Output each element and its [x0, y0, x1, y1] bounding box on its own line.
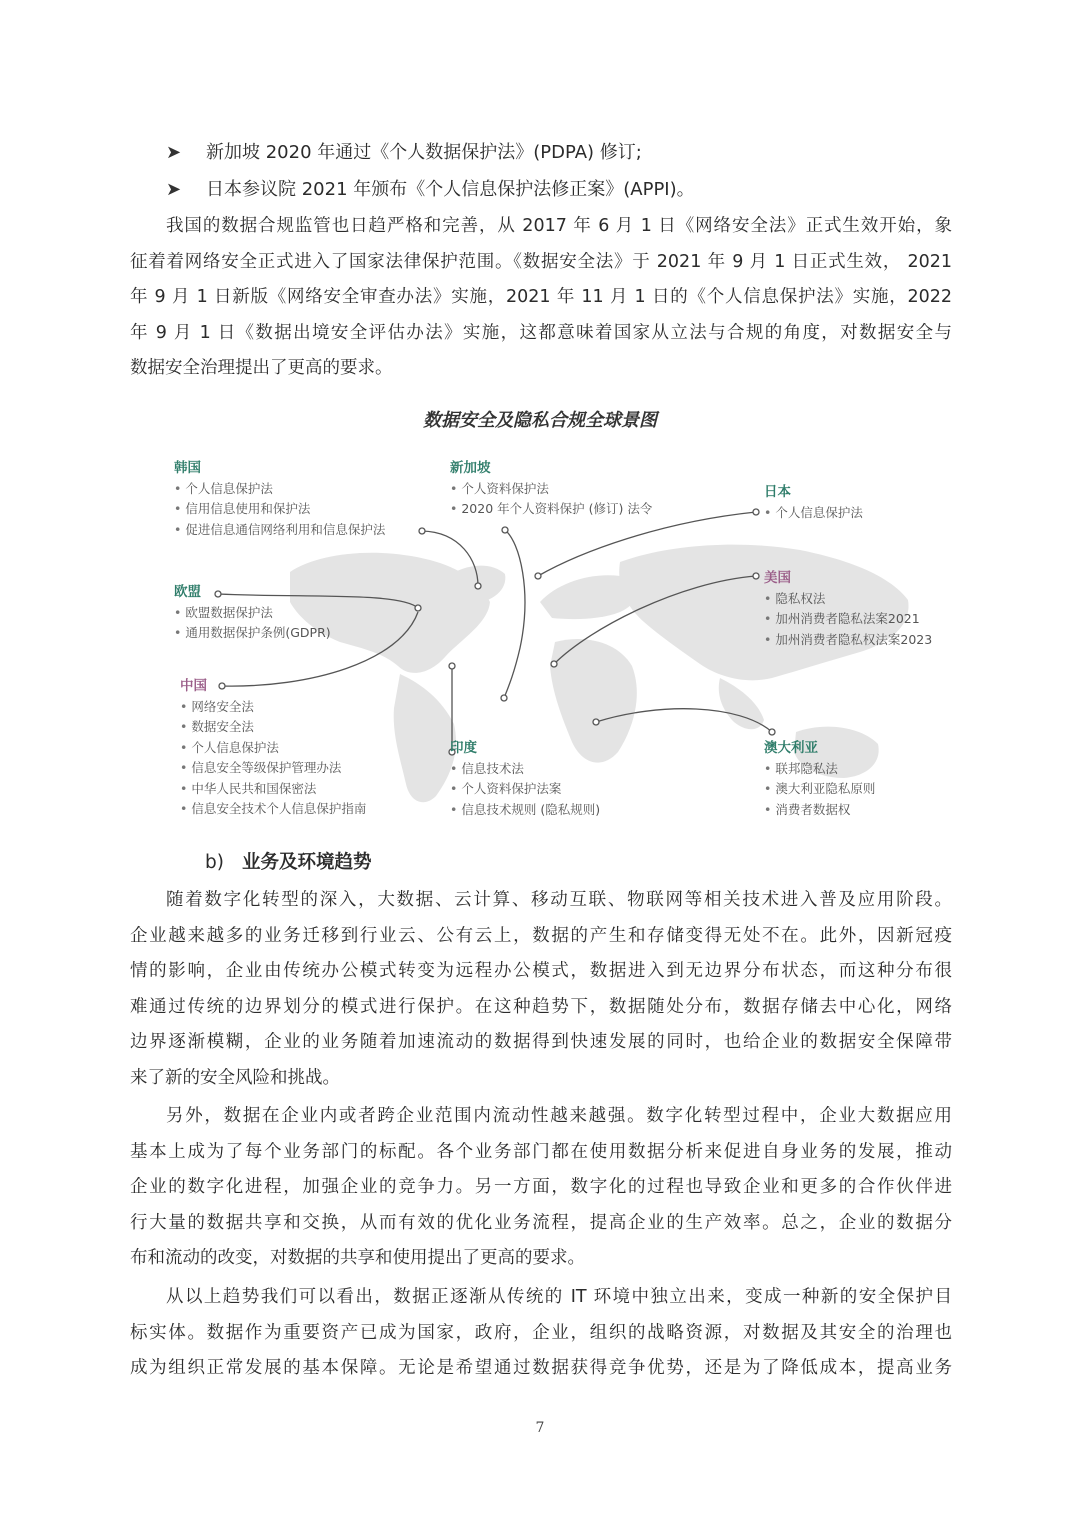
bullet-item: ➤ 日本参议院 2021 年颁布《个人信息保护法修正案》(APPI)。	[166, 179, 695, 200]
law-item: • 信用信息使用和保护法	[174, 499, 385, 520]
region-eu	[174, 582, 331, 644]
law-item: • 个人资料保护法案	[450, 779, 600, 800]
law-item: • 2020 年个人资料保护 (修订) 法令	[450, 499, 652, 520]
law-item: • 个人信息保护法	[180, 738, 366, 759]
law-item: • 数据安全法	[180, 717, 366, 738]
region-india	[450, 738, 600, 820]
law-item: • 信息技术法	[450, 759, 600, 780]
region-name: 日本	[764, 484, 791, 500]
law-item: • 隐私权法	[764, 589, 932, 610]
law-item: • 个人信息保护法	[174, 479, 385, 500]
bullet-item: ➤ 新加坡 2020 年通过《个人数据保护法》(PDPA) 修订;	[166, 142, 642, 163]
law-item: • 加州消费者隐私权法案2023	[764, 630, 932, 651]
region-usa	[764, 568, 932, 650]
law-item: • 加州消费者隐私法案2021	[764, 609, 932, 630]
law-item: • 欧盟数据保护法	[174, 603, 331, 624]
region-japan	[764, 482, 863, 523]
paragraph-conclusion: 从以上趋势我们可以看出，数据正逐渐从传统的 IT 环境中独立出来，变成一种新的安全保护目 标实体。数据作为重要资产已成为国家，政府，企业，组织的战略资源，对数据及其安全的治理也 成为组织正常发展的基本保障。无论是希望通过数据获得竞争优势，还是为了降低成本，提高业务	[130, 1287, 952, 1378]
page-number: 7	[535, 1420, 545, 1436]
region-name: 韩国	[174, 460, 201, 476]
arrow-bullet-icon: ➤	[166, 179, 182, 200]
law-item: • 信息安全等级保护管理办法	[180, 758, 366, 779]
world-map-figure	[160, 452, 960, 832]
law-item: • 澳大利亚隐私原则	[764, 779, 875, 800]
section-number: b)	[205, 852, 224, 873]
region-name: 美国	[764, 570, 791, 586]
figure-title: 数据安全及隐私合规全球景图	[423, 410, 657, 431]
region-china	[180, 676, 366, 820]
region-name: 澳大利亚	[764, 740, 818, 756]
law-item: • 中华人民共和国保密法	[180, 779, 366, 800]
paragraph-business-trend: 随着数字化转型的深入，大数据、云计算、移动互联、物联网等相关技术进入普及应用阶段。 企业越来越多的业务迁移到行业云、公有云上，数据的产生和存储变得无处不在。此外，因新冠疫 情的影响，企业由传统办公模式转变为远程办公模式，数据进入到无边界分布状态，而这种分布很 难通过传统的边界划分的模式进行保护。在这种趋势下，数据随处分布，数据存储去中心化，网络 边界逐渐模糊，企业的业务随着加速流动的数据得到快速发展的同时，也给企业的数据安全保障带 来了新的安全风险和挑战。	[130, 890, 952, 1088]
section-title: 业务及环境趋势	[241, 852, 372, 873]
law-item: • 信息技术规则 (隐私规则)	[450, 800, 600, 821]
paragraph-regulation: 我国的数据合规监管也日趋严格和完善，从 2017 年 6 月 1 日《网络安全法》正式生效开始，象 征着着网络安全正式进入了国家法律保护范围。《数据安全法》于 2021 年 9 月 1 日正式生效， 2021 年 9 月 1 日新版《网络安全审查办法》实施，2021 年 11 月 1 日的《个人信息保护法》实施，2022 年 9 月 1 日《数据出境安全评估办法》实施，这都意味着国家从立法与合规的角度，对数据安全与 数据安全治理提出了更高的要求。	[130, 216, 952, 378]
law-item: • 通用数据保护条例(GDPR)	[174, 623, 331, 644]
law-item: • 联邦隐私法	[764, 759, 875, 780]
law-item: • 个人资料保护法	[450, 479, 652, 500]
law-item: • 个人信息保护法	[764, 503, 863, 524]
paragraph-data-flow: 另外，数据在企业内或者跨企业范围内流动性越来越强。数字化转型过程中，企业大数据应用 基本上成为了每个业务部门的标配。各个业务部门都在使用数据分析来促进自身业务的发展，推动 企业的数字化进程，加强企业的竞争力。另一方面，数字化的过程也导致企业和更多的合作伙伴进 行大量的数据共享和交换，从而有效的优化业务流程，提高企业的生产效率。总之，企业的数据分 布和流动的改变，对数据的共享和使用提出了更高的要求。	[130, 1106, 952, 1268]
region-korea	[174, 458, 385, 540]
law-item: • 促进信息通信网络利用和信息保护法	[174, 520, 385, 541]
region-singapore	[450, 458, 652, 520]
law-item: • 信息安全技术个人信息保护指南	[180, 799, 366, 820]
law-item: • 网络安全法	[180, 697, 366, 718]
region-name: 新加坡	[450, 460, 491, 476]
law-item: • 消费者数据权	[764, 800, 875, 821]
region-name: 印度	[450, 740, 477, 756]
region-name: 欧盟	[174, 584, 201, 600]
arrow-bullet-icon: ➤	[166, 142, 182, 163]
region-name: 中国	[180, 678, 207, 694]
section-heading	[205, 848, 371, 874]
region-australia	[764, 738, 875, 820]
